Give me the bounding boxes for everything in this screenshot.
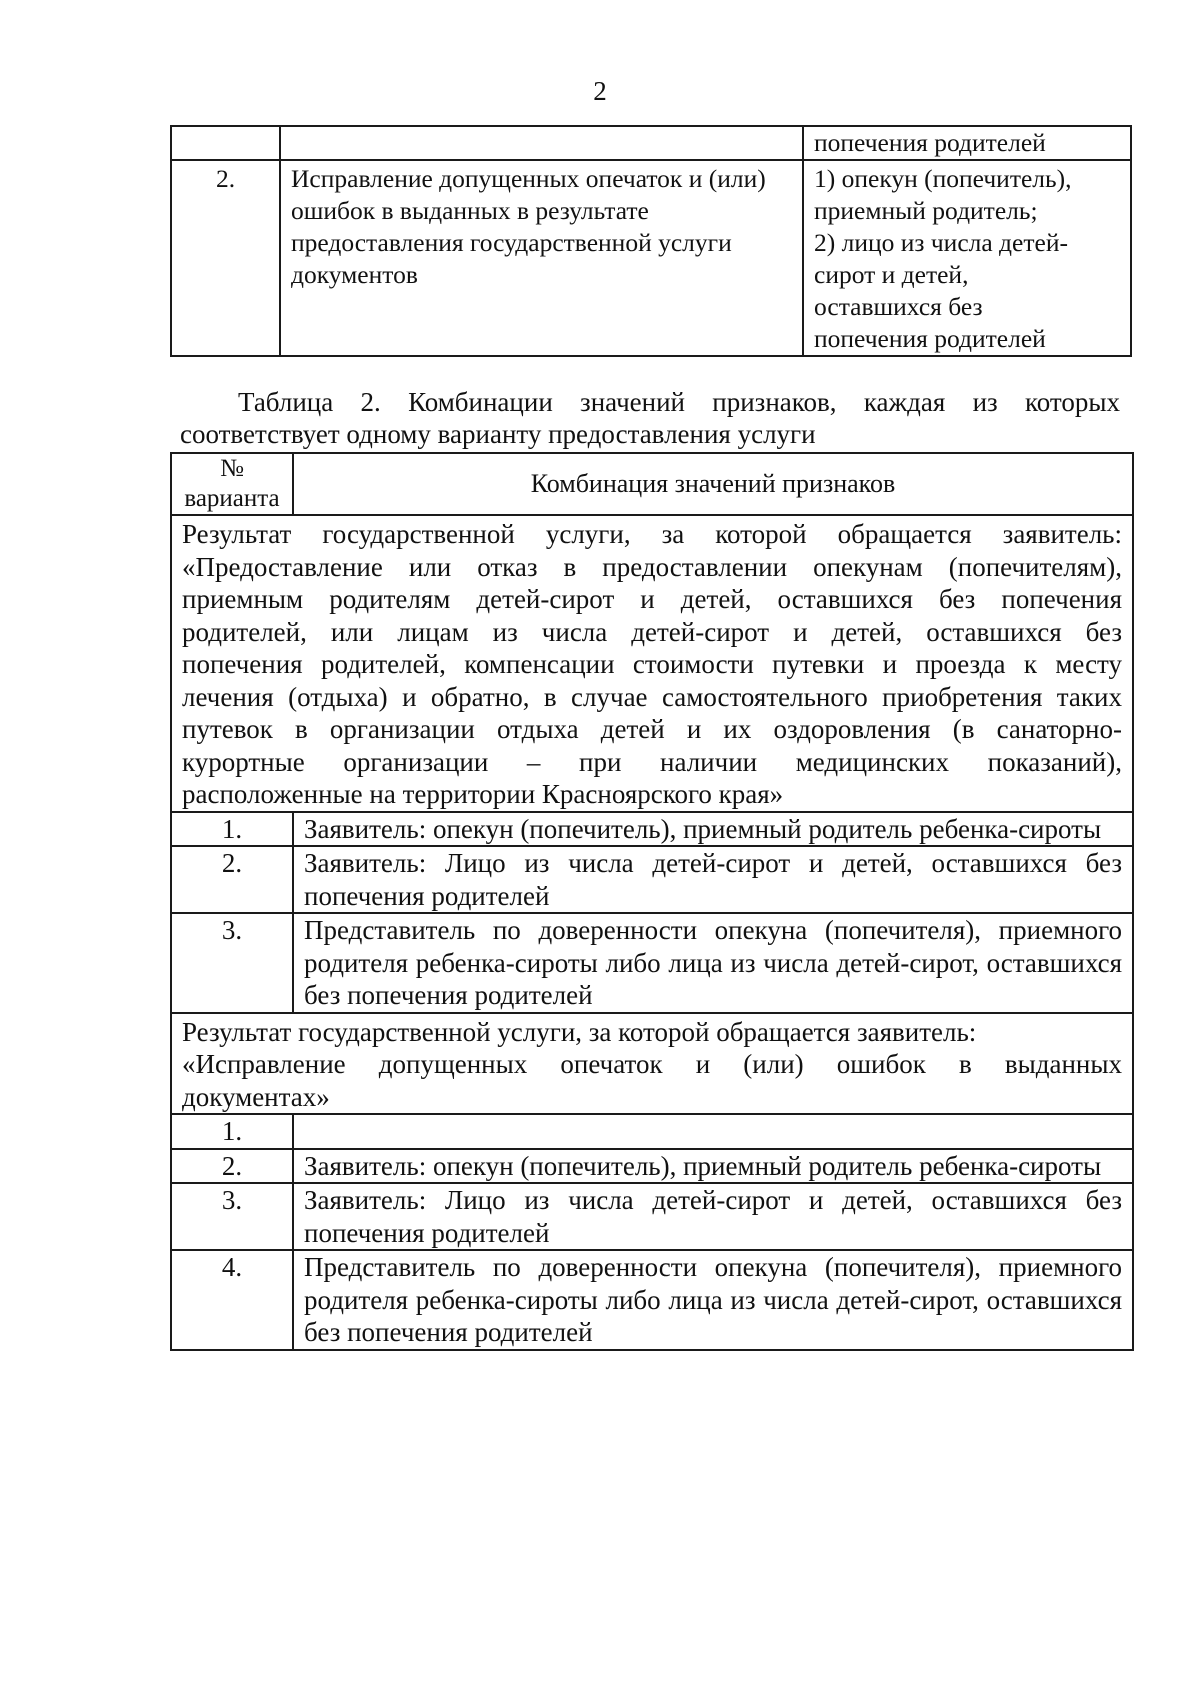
variants-table	[170, 452, 1134, 1351]
table-caption: Таблица 2. Комбинации значений признаков, каждая из которых	[238, 387, 1120, 417]
service-name: Исправление допущенных опечаток и (или) ошибок в выданных в результате предоставления государственной услуги документов	[280, 160, 803, 356]
applicant-line: попечения родителей	[814, 324, 1046, 353]
applicant-line: сирот и детей,	[814, 260, 969, 289]
variant-number: 1.	[171, 1114, 293, 1149]
table-row	[171, 160, 1131, 356]
variant-description: Заявитель: Лицо из числа детей-сирот и детей, оставшихся без попечения родителей	[293, 846, 1133, 913]
table-row	[171, 1114, 1133, 1149]
table-row	[171, 846, 1133, 913]
variant-number-header: № варианта	[171, 453, 293, 515]
result-description: Результат государственной услуги, за которой обращается заявитель: «Исправление допущенных опечаток и (или) ошибок в выданных документах»	[171, 1013, 1133, 1115]
result-section	[171, 1013, 1133, 1115]
variant-number: 3.	[171, 913, 293, 1013]
applicant-categories	[803, 160, 1131, 356]
variant-number: 1.	[171, 812, 293, 847]
row-number: 2.	[171, 160, 280, 356]
table-row	[171, 913, 1133, 1013]
variant-number: 4.	[171, 1250, 293, 1350]
table-row	[171, 1149, 1133, 1184]
variant-number: 2.	[171, 1149, 293, 1184]
page-number: 2	[593, 76, 607, 106]
variant-description: Заявитель: Лицо из числа детей-сирот и детей, оставшихся без попечения родителей	[293, 1183, 1133, 1250]
table-row	[171, 126, 1131, 160]
variant-number: 2.	[171, 846, 293, 913]
applicant-line: 1) опекун (попечитель),	[814, 164, 1072, 193]
service-name	[280, 126, 803, 160]
table-row	[171, 1183, 1133, 1250]
combination-header: Комбинация значений признаков	[293, 453, 1133, 515]
applicant-categories: попечения родителей	[803, 126, 1131, 160]
table-header	[171, 453, 1133, 515]
applicant-line: 2) лицо из числа детей-	[814, 228, 1068, 257]
table-row	[171, 1250, 1133, 1350]
variant-description: Заявитель: опекун (попечитель), приемный родитель ребенка-сироты	[293, 1149, 1133, 1184]
variant-description: Представитель по доверенности опекуна (попечителя), приемного родителя ребенка-сироты либо лица из числа детей-сирот, оставшихся без попечения родителей	[293, 1250, 1133, 1350]
variant-description: Представитель по доверенности опекуна (попечителя), приемного родителя ребенка-сироты либо лица из числа детей-сирот, оставшихся без попечения родителей	[293, 913, 1133, 1013]
variant-description: Заявитель: опекун (попечитель), приемный родитель ребенка-сироты	[293, 812, 1133, 847]
variant-description	[293, 1114, 1133, 1149]
services-table	[170, 125, 1132, 357]
result-section	[171, 515, 1133, 812]
table-caption-continued: соответствует одному варианту предоставления услуги	[180, 419, 816, 449]
result-description: Результат государственной услуги, за которой обращается заявитель: «Предоставление или отказ в предоставлении опекунам (попечителям), приемным родителям детей-сирот и детей, оставшихся без попечения родителей, или лицам из числа детей-сирот и детей, оставшихся без попечения родителей, компенсации стоимости путевки и проезда к месту лечения (отдыха) и обратно, в случае самостоятельного приобретения таких путевок в организации отдыха детей и их оздоровления (в санаторно- курортные организации – при наличии медицинских показаний), расположенные на территории Красноярского края»	[171, 515, 1133, 812]
table-row	[171, 812, 1133, 847]
applicant-line: оставшихся без	[814, 292, 983, 321]
applicant-line: приемный родитель;	[814, 196, 1038, 225]
variant-number: 3.	[171, 1183, 293, 1250]
row-number	[171, 126, 280, 160]
